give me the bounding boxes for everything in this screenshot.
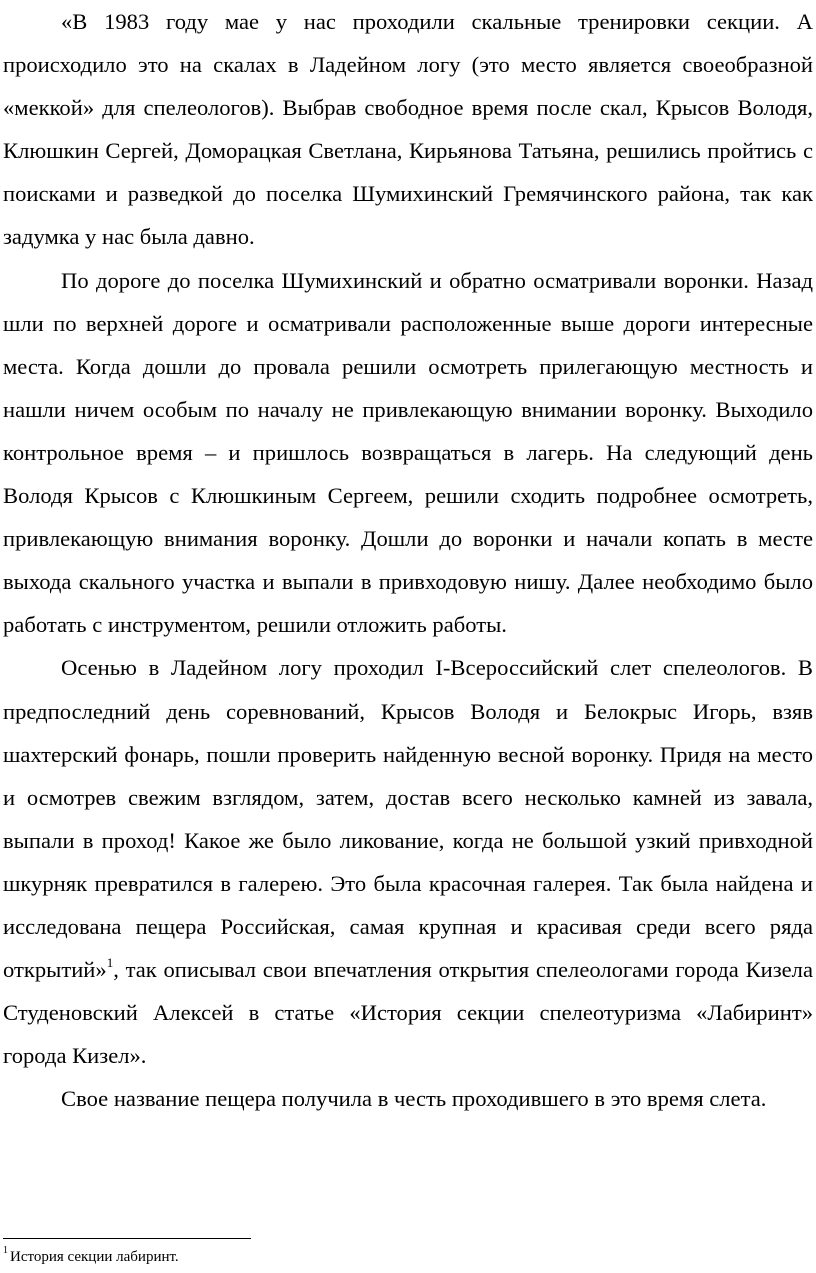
- paragraph-4: Свое название пещера получила в честь проходившего в это время слета.: [61, 1086, 767, 1112]
- paragraph-1: «В 1983 году мае у нас проходили скальные тренировки секции. А происходило это на скалах в Ладейном логу (это место является своеобразной «меккой» для спелеологов). Выбрав свободное время после скал, Крысов Володя, Клюшкин Сергей, Доморацкая Светлана, Кирьянова Татьяна, решились пройтись с поисками и разведкой до поселка Шумихинский Гремячинского района, так как задумка у нас была давно.: [3, 9, 813, 250]
- footnote: [3, 1245, 179, 1266]
- footnote-number: 1: [3, 1245, 8, 1256]
- footnote-separator: [3, 1238, 251, 1239]
- paragraph-3-continuation: , так описывал свои впечатления открытия спелеологами города Кизела Студеновский Алексей в статье «История секции спелеотуризма «Лабиринт» города Кизел».: [3, 957, 813, 1069]
- paragraph-3-text: Осенью в Ладейном логу проходил I-Всероссийский слет спелеологов. В предпоследний день соревнований, Крысов Володя и Белокрыс Игорь, взяв шахтерский фонарь, пошли проверить найденную весной воронку. Придя на место и осмотрев свежим взглядом, затем, достав всего несколько камней из завала, выпали в проход! Какое же было ликование, когда не большой узкий привходной шкурняк превратился в галерею. Это была красочная галерея. Так была найдена и исследована пещера Российская, самая крупная и красивая среди всего ряда открытий»: [3, 655, 813, 983]
- paragraph-2: По дороге до поселка Шумихинский и обратно осматривали воронки. Назад шли по верхней дороге и осматривали расположенные выше дороги интересные места. Когда дошли до провала решили осмотреть прилегающую местность и нашли ничем особым по началу не привлекающую внимании воронку. Выходило контрольное время – и пришлось возвращаться в лагерь. На следующий день Володя Крысов с Клюшкиным Сергеем, решили сходить подробнее осмотреть, привлекающую внимания воронку. Дошли до воронки и начали копать в месте выхода скального участка и выпали в привходовую нишу. Далее необходимо было работать с инструментом, решили отложить работы.: [3, 267, 813, 638]
- footnote-text: История секции лабиринт.: [10, 1249, 179, 1265]
- paragraph-3: [3, 646, 813, 1077]
- footnote-reference[interactable]: 1: [106, 954, 114, 970]
- body-text: [3, 0, 813, 1120]
